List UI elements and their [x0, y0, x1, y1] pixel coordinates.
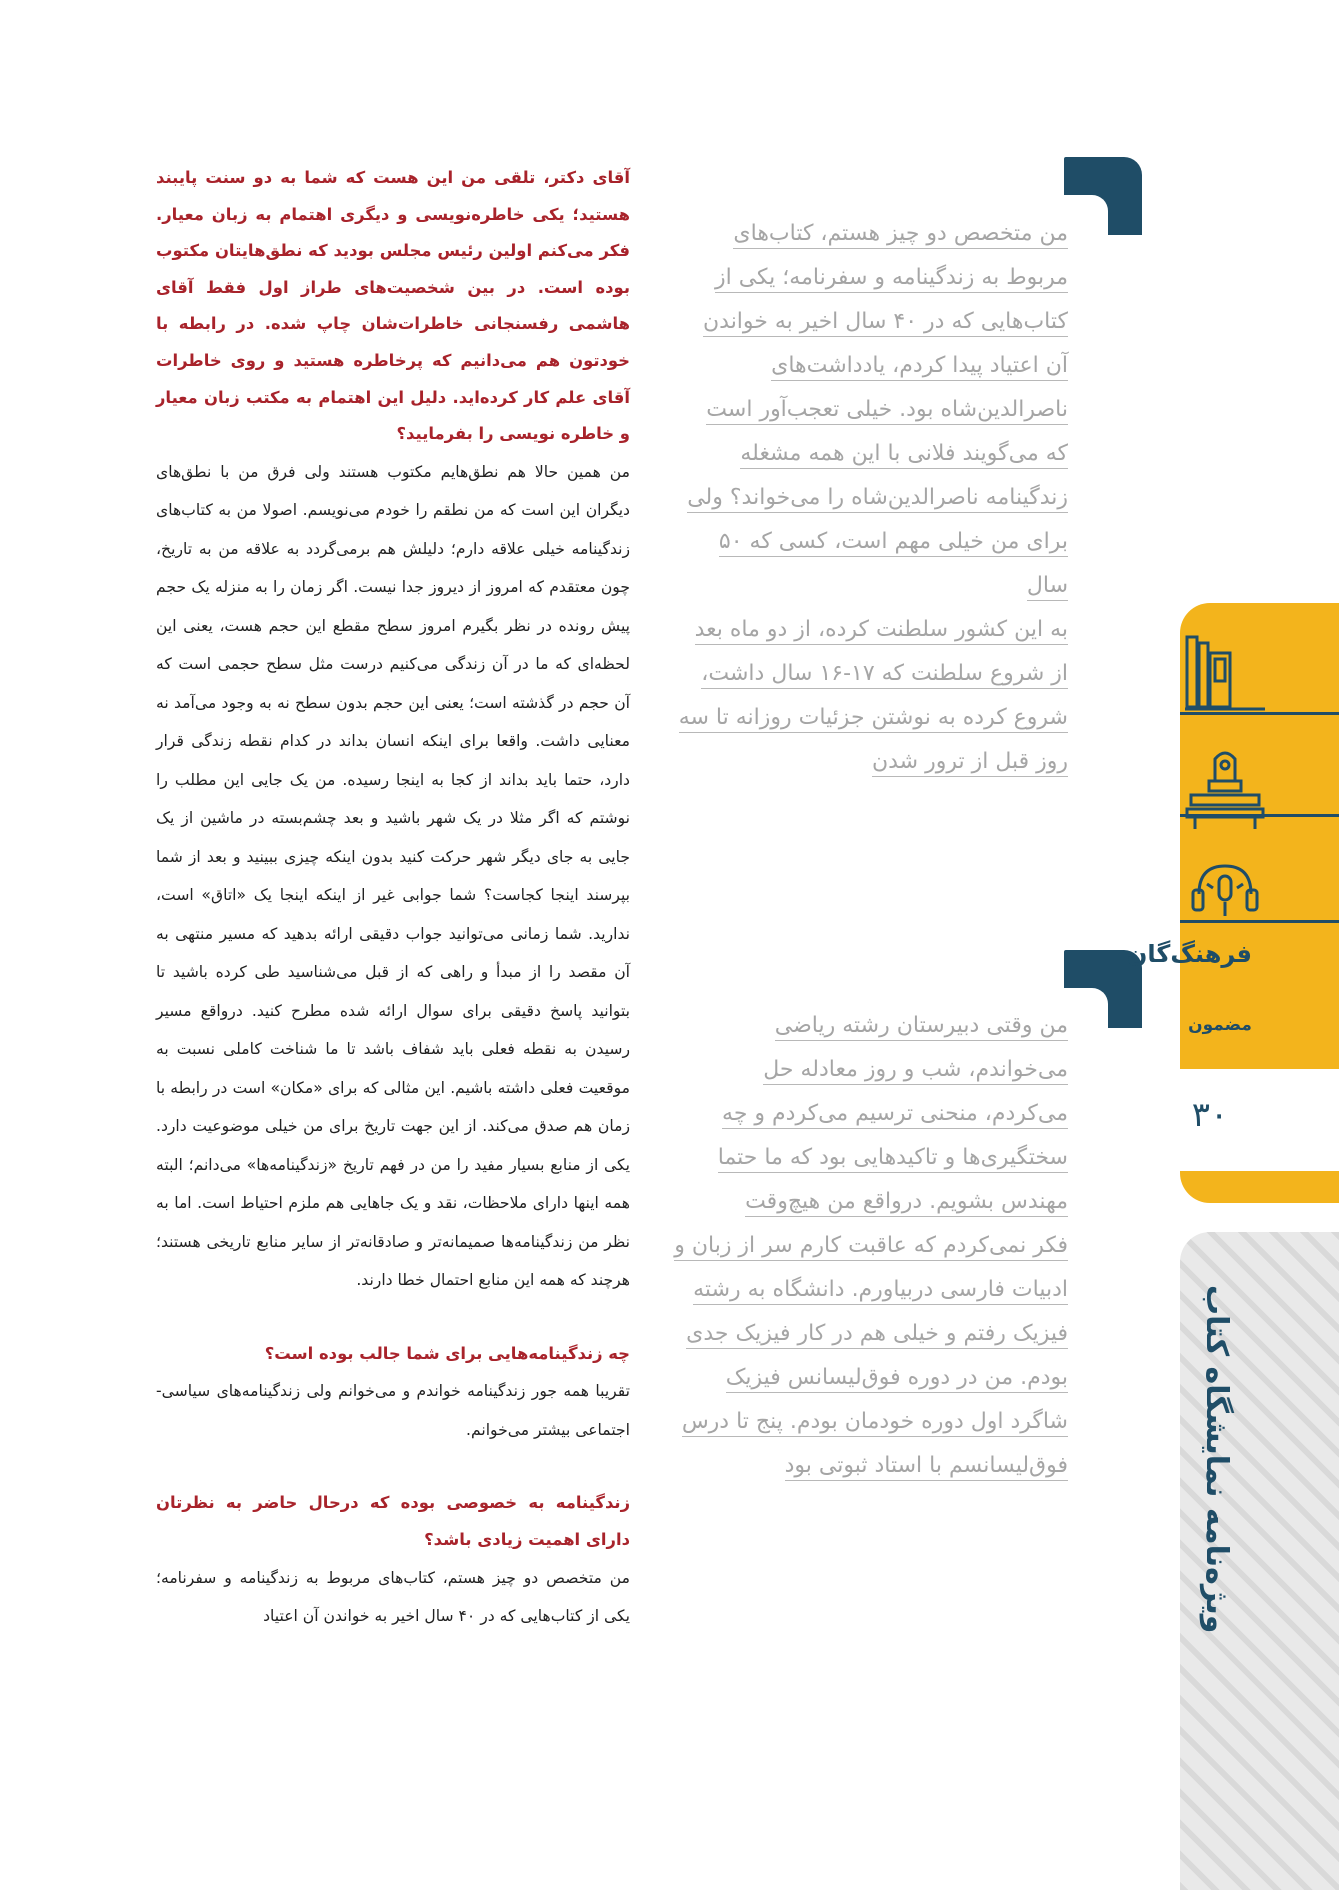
pull-quote-line: فیزیک رفتم و خیلی هم در کار فیزیک جدی: [686, 1321, 1068, 1349]
pull-quote-line: به این کشور سلطنت کرده، از دو ماه بعد: [695, 617, 1068, 645]
pull-quote-line: برای من خیلی مهم است، کسی که ۵۰ سال: [719, 529, 1068, 601]
pull-quote-1: [672, 212, 1068, 784]
pull-quote-line: ناصرالدین‌شاه بود. خیلی تعجب‌آور است: [706, 397, 1068, 425]
pull-quote-line: روز قبل از ترور شدن: [872, 749, 1068, 777]
answer-3: من متخصص دو چیز هستم، کتاب‌های مربوط به زندگینامه و سفرنامه؛ یکی از کتاب‌هایی که در ۴۰ سال اخیر به خواندن آن اعتیاد: [156, 1568, 630, 1626]
magazine-brand: فرهنگ‌گان: [1126, 940, 1252, 968]
question-3: زندگینامه به خصوصی بوده که درحال حاضر به نظرتان دارای اهمیت زیادی باشد؟: [156, 1493, 630, 1549]
pull-quote-line: ادبیات فارسی دربیاورم. دانشگاه به رشته: [693, 1277, 1068, 1305]
pull-quote-line: می‌کردم، منحنی ترسیم می‌کردم و چه: [722, 1101, 1068, 1129]
headphones-microphone-icon: [1185, 860, 1265, 920]
shelf-line: [1180, 920, 1339, 923]
pull-quote-line: که می‌گویند فلانی با این همه مشغله: [740, 441, 1068, 469]
pull-quote-line: از شروع سلطنت که ۱۷-۱۶ سال داشت،: [701, 661, 1068, 689]
pull-quote-2: [672, 1004, 1068, 1488]
pull-quote-line: مربوط به زندگینامه و سفرنامه؛ یکی از: [715, 265, 1068, 293]
magazine-section-label: مضمون: [1188, 1015, 1252, 1035]
pull-quote-line: بودم. من در دوره فوق‌لیسانس فیزیک: [726, 1365, 1068, 1393]
question-2: چه زندگینامه‌هایی برای شما جالب بوده است؟: [264, 1343, 630, 1363]
quote-mark-icon: [1064, 157, 1142, 235]
answer-1: من همین حالا هم نطق‌هایم مکتوب هستند ولی فرق من با نطق‌های دیگران این است که من نطقم را خودم می‌نویسم. اصولا من به کتاب‌های زندگینامه خیلی علاقه دارم؛ دلیلش هم برمی‌گردد به علاقه من به تاریخ، چون معتقدم که امروز از دیروز جدا نیست. اگر زمان را به منزله یک حجم پیش رونده در نظر بگیرم امروز سطح مقطع این حجم هست، یعنی این لحظه‌ای که ما در آن زندگی می‌کنیم درست مثل سطح حجمی است که آن حجم در گذشته است؛ یعنی این حجم بدون سطح نه به وجود می‌آمد نه معنایی داشت. واقعا برای اینکه انسان بداند در کدام نقطه زندگی قرار دارد، حتما باید بداند از کجا به اینجا رسیده. من یک جایی این مطلب را نوشتم که اگر مثلا در یک شهر باشید و بعد چشم‌بسته در ماشین از یک جایی به جای دیگر شهر حرکت کنید بدون اینکه چیزی ببینید و بعد از شما بپرسند اینجا کجاست؟ شما جوابی غیر از اینکه اینجا یک «اتاق» است، ندارید. شما زمانی می‌توانید جواب دقیقی ارائه بدهید که مسیر منتهی به آن مقصد را از مبدأ و راهی که از قبل می‌شناسید طی کرده باشید تا بتوانید پاسخ دقیقی برای سوال ارائه شده مطرح کنید. درواقع مسیر رسیدن به نقطه فعلی باید شفاف باشد تا ما شناخت کاملی نسبت به موقعیت فعلی داشته باشیم. این مثالی که برای «مکان» است در رابطه با زمان هم صدق می‌کند. از این جهت تاریخ برای من خیلی موضوعیت دارد. یکی از منابع بسیار مفید را من در فهم تاریخ «زندگینامه‌ها» می‌دانم؛ البته همه اینها دارای ملاحظات، نقد و یک جاهایی هم ملزم احتیاط است. اما به نظر من زندگینامه‌ها صمیمانه‌تر و صادقانه‌تر از سایر منابع تاریخی هستند؛ هرچند که همه این منابع احتمال خطا دارند.: [156, 462, 630, 1290]
pull-quote-line: شروع کرده به نوشتن جزئیات روزانه تا سه: [679, 705, 1068, 733]
pull-quote-line: کتاب‌هایی که در ۴۰ سال اخیر به خواندن: [703, 309, 1068, 337]
question-1: آقای دکتر، تلقی من این هست که شما به دو سنت پایبند هستید؛ یکی خاطره‌نویسی و دیگری اهتمام به زبان معیار. فکر می‌کنم اولین رئیس مجلس بودید که نطق‌هایتان مکتوب بوده است. در بین شخصیت‌های طراز اول فقط آقای هاشمی رفسنجانی خاطرات‌شان چاپ شده. در رابطه با خودتون هم می‌دانیم که پرخاطره هستید و روی خاطرات آقای علم کار کرده‌اید. دلیل این اهتمام به مکتب زبان معیار و خاطره نویسی را بفرمایید؟: [156, 168, 630, 444]
issue-title: ویژه‌نامه نمایشگاه کتاب: [1199, 1285, 1234, 1634]
pull-quote-line: من متخصص دو چیز هستم، کتاب‌های: [733, 221, 1068, 249]
pull-quote-line: می‌خواندم، شب و روز معادله حل: [763, 1057, 1068, 1085]
answer-2: تقریبا همه جور زندگینامه خواندم و می‌خوانم ولی زندگینامه‌های سیاسی-اجتماعی بیشتر می‌خوانم.: [156, 1382, 630, 1439]
pull-quote-line: من وقتی دبیرستان رشته ریاضی: [775, 1013, 1068, 1041]
pull-quote-line: زندگینامه ناصرالدین‌شاه را می‌خواند؟ ولی: [687, 485, 1068, 513]
pull-quote-line: سختگیری‌ها و تاکیدهایی بود که ما حتما: [718, 1145, 1068, 1173]
pull-quote-line: آن اعتیاد پیدا کردم، یادداشت‌های: [771, 353, 1068, 381]
page-number: ۳۰: [1191, 1095, 1229, 1135]
books-on-shelf-icon: [1185, 635, 1265, 715]
lamp-on-shelf-icon: [1185, 745, 1265, 830]
pull-quote-line: فوق‌لیسانسم با استاد ثبوتی بود: [785, 1453, 1068, 1481]
article-column: [156, 160, 630, 1636]
pull-quote-line: شاگرد اول دوره خودمان بودم. پنج تا درس: [682, 1409, 1068, 1437]
pull-quote-line: فکر نمی‌کردم که عاقبت کارم سر از زبان و: [674, 1233, 1068, 1261]
pull-quote-line: مهندس بشویم. درواقع من هیچ‌وقت: [745, 1189, 1068, 1217]
